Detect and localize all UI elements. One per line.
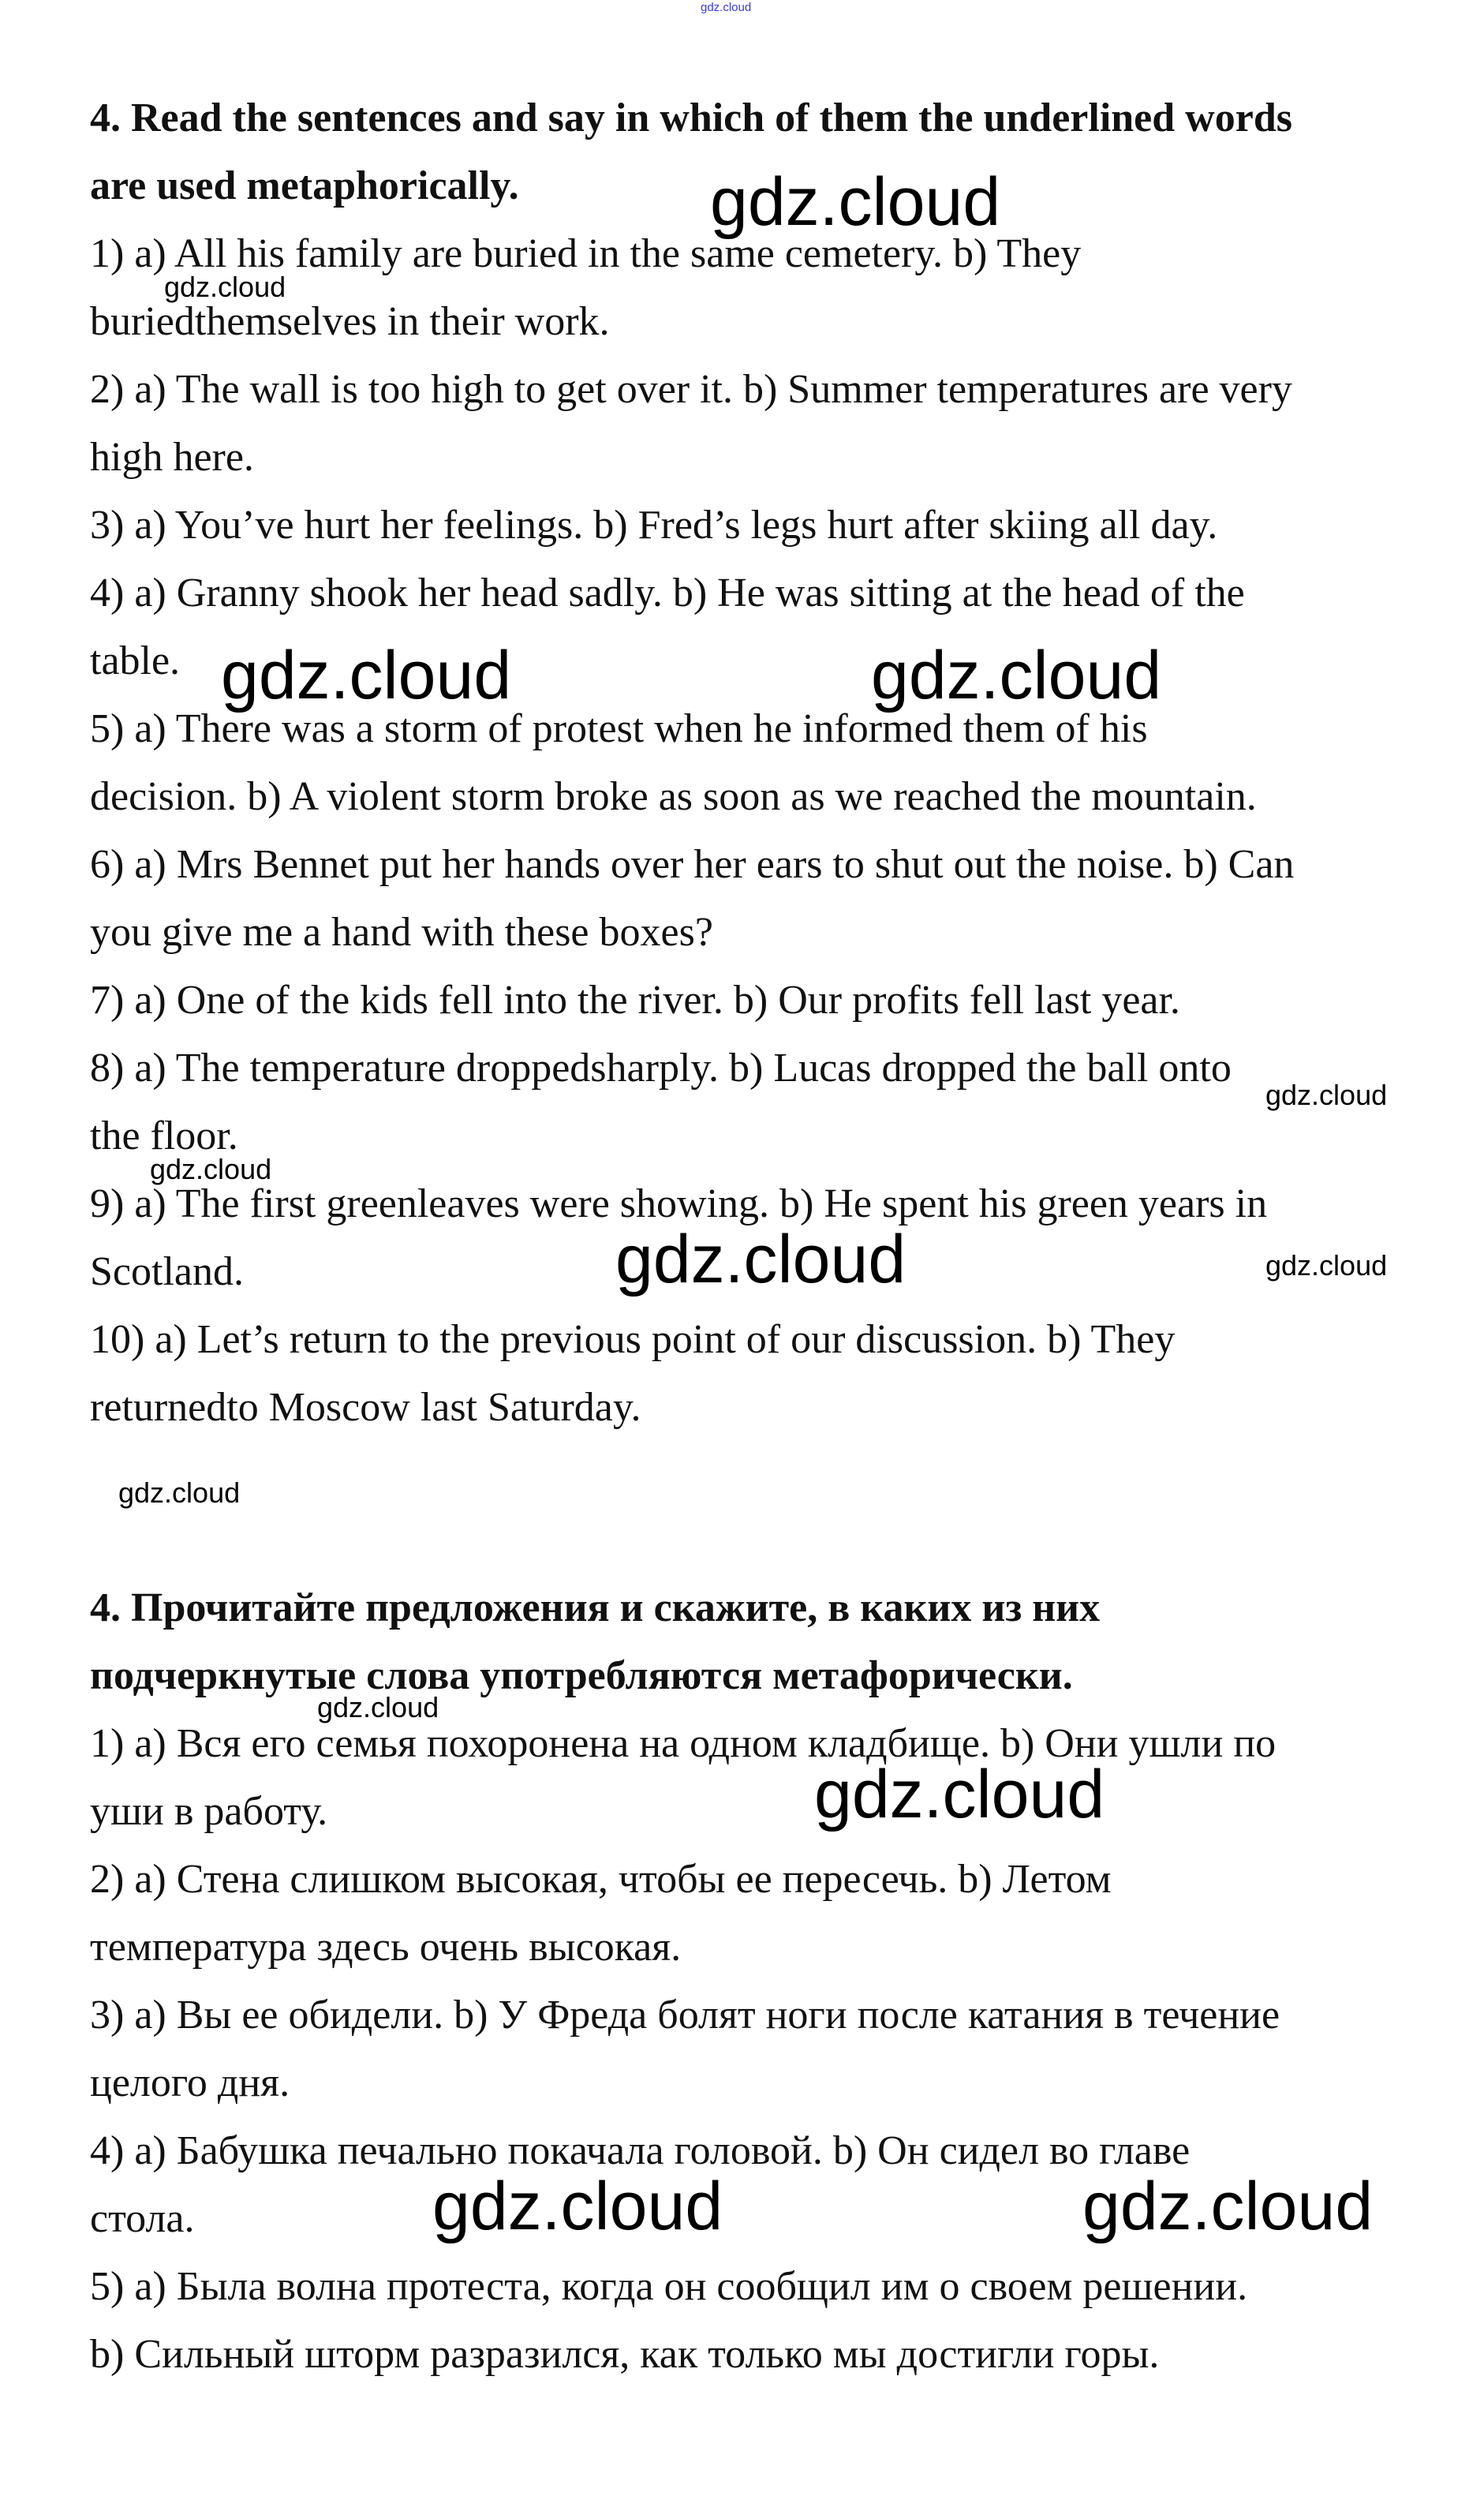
watermark: gdz.cloud [710,164,1001,240]
exercise-title: are used metaphorically. [90,163,519,208]
watermark-top: gdz.cloud [701,1,752,14]
sentence-line: 7) a) One of the kids fell into the river. b) Our profits fell last year. [90,978,1180,1023]
translation-title: 4. Прочитайте предложения и скажите, в каких из них [90,1585,1101,1630]
translation-title: подчеркнутые слова употребляются метафорически. [90,1653,1073,1698]
sentence-line: стола. [90,2196,195,2241]
watermark: gdz.cloud [1265,1079,1388,1111]
watermark: gdz.cloud [432,2169,723,2244]
sentence-line: 5) a) Была волна протеста, когда он сообщил им о своем решении. [90,2264,1248,2309]
watermark: gdz.cloud [871,638,1162,713]
sentence-line: the floor. [90,1113,238,1158]
sentence-line: 5) a) There was a storm of protest when he informed them of his [90,706,1148,751]
sentence-line: температура здесь очень высокая. [90,1925,682,1970]
watermark: gdz.cloud [1265,1249,1388,1282]
sentence-line: 3) a) You’ve hurt her feelings. b) Fred’s legs hurt after skiing all day. [90,503,1218,548]
watermark: gdz.cloud [221,638,512,713]
sentence-line: 3) a) Вы ее обидели. b) У Фреда болят ноги после катания в течение [90,1993,1280,2038]
sentence-line: 6) a) Mrs Bennet put her hands over her ears to shut out the noise. b) Can [90,842,1295,887]
sentence-line: 10) a) Let’s return to the previous point of our discussion. b) They [90,1317,1176,1362]
sentence-line: 1) a) All his family are buried in the same cemetery. b) They [90,231,1082,276]
sentence-line: уши в работу. [90,1789,328,1834]
sentence-line: 2) a) The wall is too high to get over it. b) Summer temperatures are very [90,367,1292,412]
sentence-line: you give me a hand with these boxes? [90,910,713,955]
sentence-line: 2) a) Стена слишком высокая, чтобы ее пересечь. b) Летом [90,1857,1112,1902]
sentence-line: 4) a) Granny shook her head sadly. b) He was sitting at the head of the [90,571,1245,616]
watermark: gdz.cloud [615,1222,906,1297]
sentence-line: 1) a) Вся его семья похоронена на одном кладбище. b) Они ушли по [90,1721,1277,1766]
sentence-line: returnedto Moscow last Saturday. [90,1385,641,1430]
watermark: gdz.cloud [118,1476,241,1509]
sentence-line: decision. b) A violent storm broke as soon as we reached the mountain. [90,774,1257,819]
watermark: gdz.cloud [814,1757,1105,1832]
sentence-line: 4) a) Бабушка печально покачала головой. b) Он сидел во главе [90,2128,1191,2173]
sentence-line: 8) a) The temperature droppedsharply. b) Lucas dropped the ball onto [90,1046,1232,1091]
watermark: gdz.cloud [317,1691,439,1723]
russian-translation [90,1574,1447,2389]
sentence-line: b) Сильный шторм разразился, как только мы достигли горы. [90,2332,1160,2377]
sentence-line: buriedthemselves in their work. [90,299,610,344]
watermark: gdz.cloud [150,1153,272,1185]
sentence-line: table. [90,638,181,683]
sentence-line: 9) a) The first greenleaves were showing. b) He spent his green years in [90,1181,1268,1226]
exercise-title: 4. Read the sentences and say in which of them the underlined words [90,95,1292,140]
sentence-line: high here. [90,435,254,480]
sentence-line: целого дня. [90,2060,290,2105]
watermark: gdz.cloud [1082,2169,1374,2244]
sentence-line: Scotland. [90,1249,244,1294]
watermark: gdz.cloud [164,271,286,303]
